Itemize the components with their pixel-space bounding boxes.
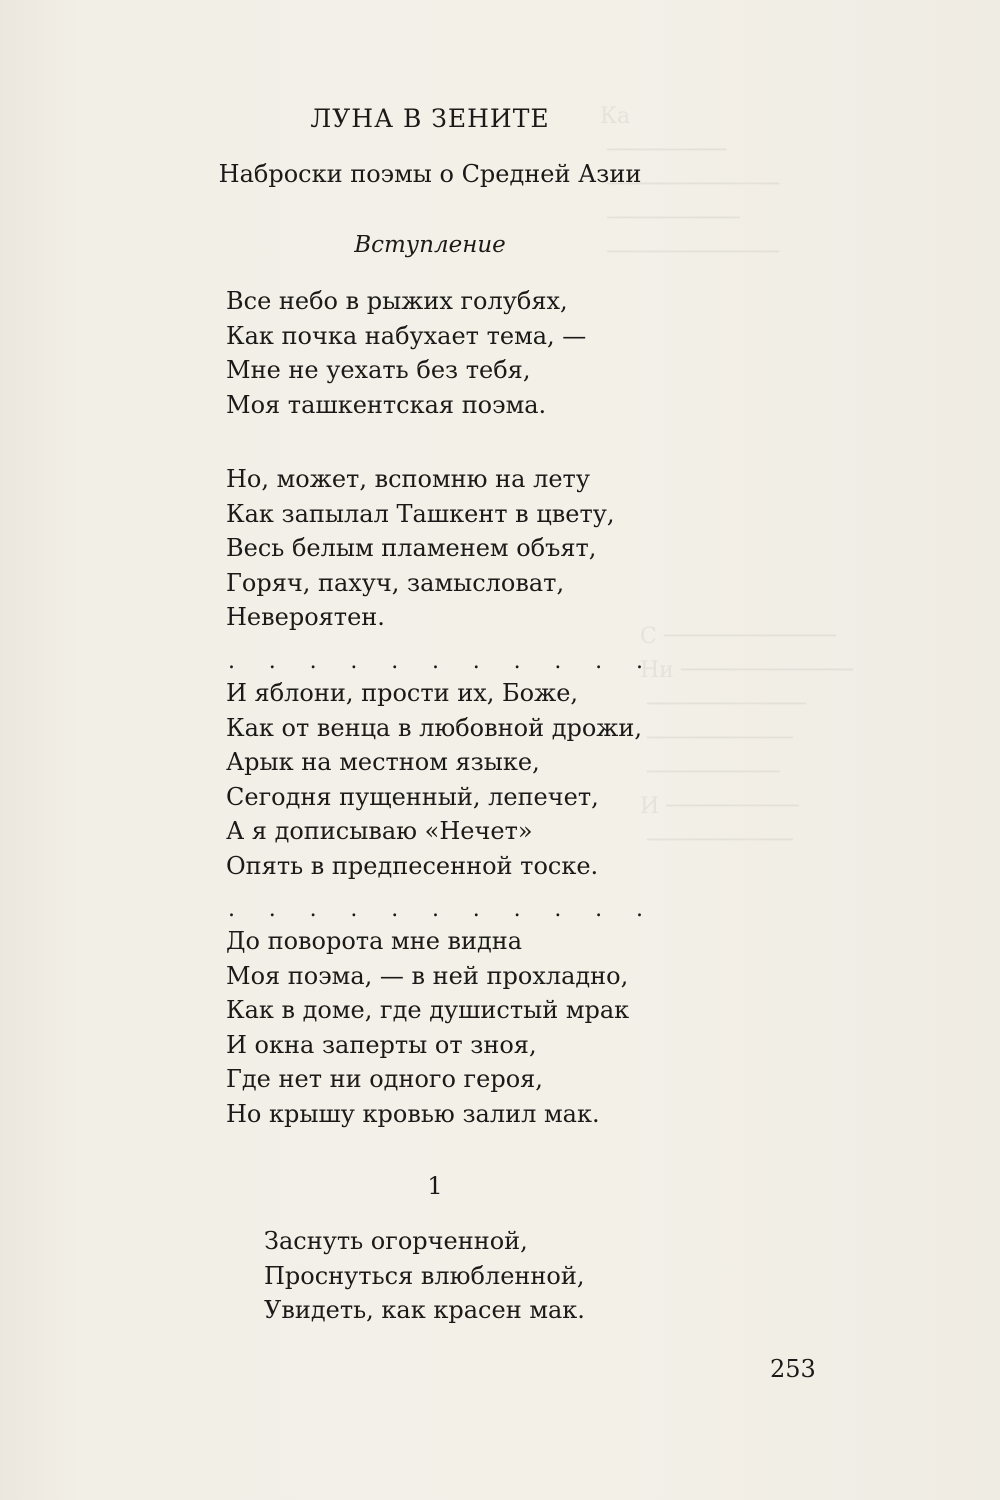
verse-line: Моя ташкентская поэма.	[226, 390, 547, 419]
stanza-1	[226, 284, 586, 422]
stanza-4	[226, 924, 629, 1131]
poem-subtitle: Наброски поэмы о Средней Азии	[218, 160, 642, 188]
verse-line: Весь белым пламенем объят,	[226, 534, 597, 562]
verse-line: А я дописываю «Нечет»	[226, 817, 533, 845]
verse-line: Сегодня пущенный, лепечет,	[226, 782, 599, 811]
stanza-3	[226, 676, 642, 883]
ellipsis-divider: . . . . . . . . . . .	[228, 897, 643, 922]
ellipsis-divider: . . . . . . . . . . .	[228, 649, 643, 674]
verse-line: Как от венца в любовной дрожи,	[226, 713, 643, 742]
verse-line: Заснуть огорченной,	[264, 1227, 528, 1255]
page-number: 253	[770, 1355, 816, 1383]
verse-line: Как запылал Ташкент в цвету,	[226, 499, 615, 528]
verse-line: Но, может, вспомню на лету	[226, 465, 590, 493]
verse-line: Горяч, пахуч, замысловат,	[226, 568, 565, 597]
verse-line: Где нет ни одного героя,	[226, 1065, 543, 1093]
verse-line: До поворота мне видна	[226, 927, 523, 955]
stanza-2	[226, 462, 615, 635]
verse-line: Увидеть, как красен мак.	[264, 1296, 585, 1324]
verse-line: Невероятен.	[226, 603, 385, 631]
verse-line: Проснуться влюбленной,	[264, 1261, 585, 1290]
verse-line: И окна заперты от зноя,	[226, 1030, 537, 1059]
bleed-through-shadow-lower: С ───────────── Ни ───────────── ──────────── ─────────── ────────── И ────────── ───────────	[640, 624, 854, 853]
verse-line: Все небо в рыжих голубях,	[226, 287, 568, 315]
verse-line: Моя поэма, — в ней прохладно,	[226, 961, 629, 990]
section-title: Вступление	[354, 232, 506, 258]
poem-title: ЛУНА В ЗЕНИТЕ	[310, 104, 550, 133]
verse-line: Но крышу кровью залил мак.	[226, 1099, 600, 1128]
verse-line: Как почка набухает тема, —	[226, 321, 587, 350]
bleed-through-shadow: Ка ───────── ───────────── ────────── ─────────────	[600, 104, 780, 265]
verse-line: И яблони, прости их, Боже,	[226, 679, 579, 707]
part-one-stanza	[264, 1224, 585, 1328]
verse-line: Мне не уехать без тебя,	[226, 356, 531, 384]
verse-line: Как в доме, где душистый мрак	[226, 996, 630, 1024]
verse-line: Арык на местном языке,	[226, 748, 540, 776]
verse-line: Опять в предпесенной тоске.	[226, 851, 599, 880]
part-number: 1	[427, 1172, 443, 1200]
